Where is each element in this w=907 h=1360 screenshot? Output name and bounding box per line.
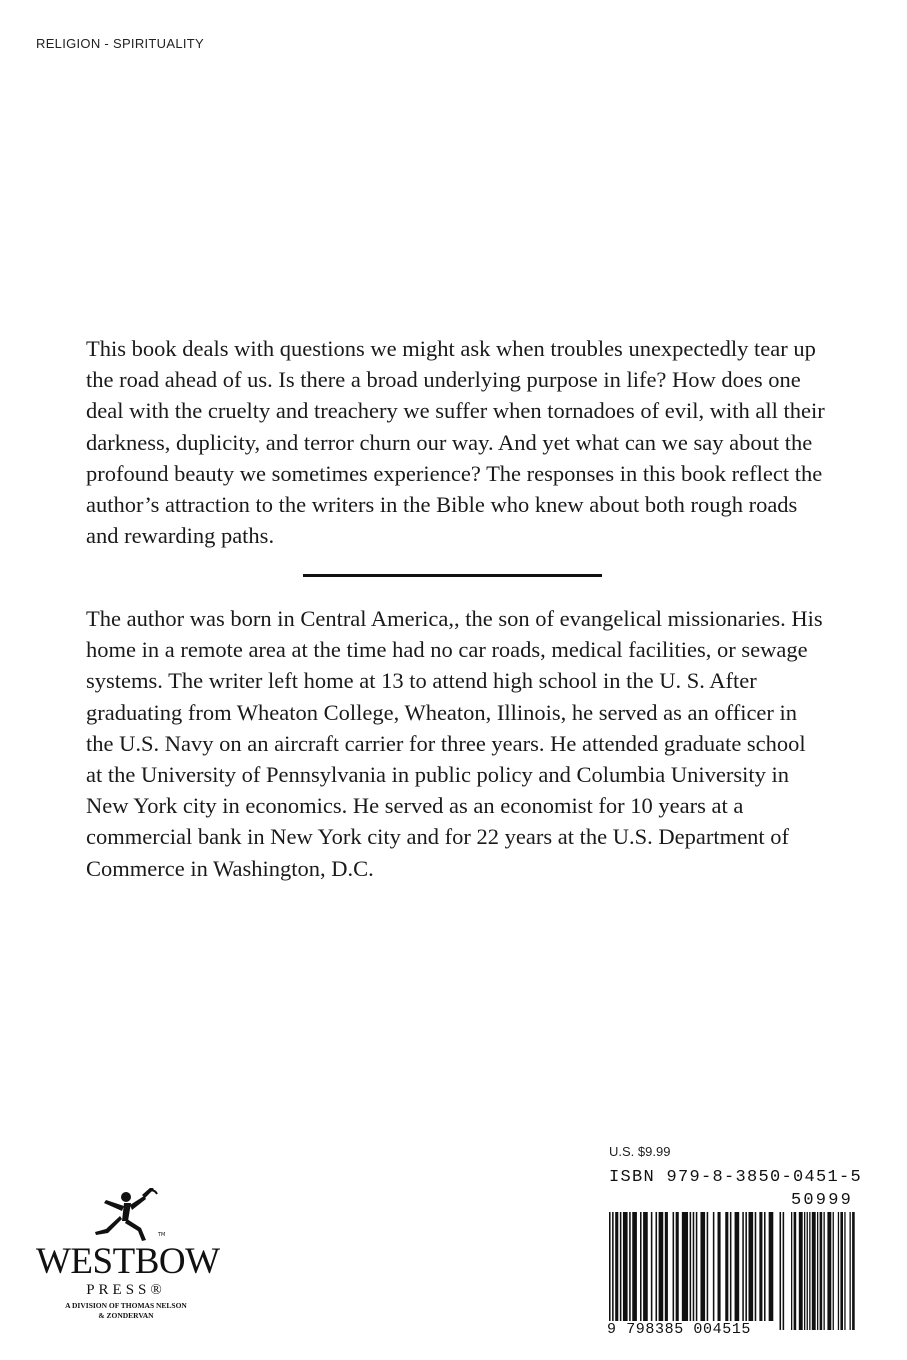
barcode-bar: [838, 1212, 839, 1330]
barcode-bar: [780, 1212, 782, 1330]
barcode-bar: [794, 1212, 797, 1330]
barcode-bar: [665, 1212, 668, 1330]
barcode-bar: [718, 1212, 721, 1330]
westbow-press-logo: [36, 1188, 220, 1328]
barcode-bar: [629, 1212, 631, 1330]
barcode-bar: [693, 1212, 695, 1330]
barcode-bar: [850, 1212, 851, 1330]
barcode-bar: [804, 1212, 805, 1330]
barcode-bar: [609, 1212, 611, 1330]
barcode-bar: [783, 1212, 785, 1330]
publisher-division-line2: & ZONDERVAN: [98, 1311, 154, 1320]
section-divider: [303, 574, 602, 577]
barcode-bar: [615, 1212, 618, 1330]
barcode-bar: [735, 1212, 740, 1330]
barcode-bar: [809, 1212, 810, 1330]
barcode-bar: [620, 1212, 622, 1330]
barcode-bar: [769, 1212, 774, 1330]
barcode-addon-bars: [791, 1212, 855, 1330]
barcode-bar: [700, 1212, 705, 1330]
barcode-bar: [676, 1212, 679, 1330]
publisher-press: PRESS®: [86, 1282, 166, 1298]
barcode-bar: [632, 1212, 637, 1330]
barcode-bar: [764, 1212, 766, 1330]
publisher-division-line1: A DIVISION OF THOMAS NELSON: [65, 1301, 187, 1310]
isbn-label: ISBN 979-8-3850-0451-5: [609, 1168, 863, 1187]
barcode-bar: [852, 1212, 855, 1330]
barcode-bar: [612, 1212, 614, 1330]
barcode-bar: [827, 1212, 831, 1330]
svg-text:TM: TM: [158, 1232, 166, 1238]
barcode-bar: [807, 1212, 808, 1330]
barcode-bar: [799, 1212, 803, 1330]
barcode-bar: [755, 1212, 757, 1330]
barcode-bar: [844, 1212, 845, 1330]
author-bio-paragraph: The author was born in Central America,, the son of evangelical missionaries. His home in a remote area at the time had no car roads, medical facilities, or sewage systems. The writer left home at 13 to attend high school in the U. S. After graduating from Wheaton College, Wheaton, Illinois, he served as an officer in the U.S. Navy on an aircraft carrier for three years. He attended graduate school at the University of Pennsylvania in public policy and Columbia University in New York city in economics. He served as an economist for 10 years at a commercial bank in New York city and for 22 years at the U.S. Department of Commerce in Washington, D.C.: [86, 606, 823, 881]
barcode-bar: [759, 1212, 762, 1330]
barcode-bar: [725, 1212, 728, 1330]
barcode-bar: [745, 1212, 747, 1330]
publisher-division: [36, 1301, 216, 1321]
barcode-bar: [643, 1212, 648, 1330]
price-code: 50999: [791, 1191, 854, 1210]
barcode-bar: [742, 1212, 744, 1330]
synopsis-paragraph: This book deals with questions we might ask when troubles unexpectedly tear up the road ahead of us. Is there a broad underlying purpose in life? How does one deal with the cruelty and treachery we suffer when tornadoes of evil, with all their darkness, duplicity, and terror churn our way. And yet what can we say about the profound beauty we sometimes experience? The responses in this book reflect the author’s attraction to the writers in the Bible who knew about both rough roads and rewarding paths.: [86, 336, 825, 549]
barcode-bar: [730, 1212, 732, 1330]
category-label: RELIGION - SPIRITUALITY: [36, 36, 204, 51]
barcode-bar: [707, 1212, 709, 1330]
barcode-bar: [791, 1212, 792, 1330]
barcode-main-bars: [609, 1212, 784, 1330]
price-label: U.S. $9.99: [609, 1144, 671, 1159]
barcode-bar: [640, 1212, 642, 1330]
publisher-name: WESTBOW: [36, 1241, 220, 1282]
barcode-bar: [812, 1212, 816, 1330]
barcode-bar: [840, 1212, 843, 1330]
barcode-bar: [659, 1212, 664, 1330]
barcode-bar: [696, 1212, 698, 1330]
barcode-bar: [690, 1212, 692, 1330]
barcode-bar: [713, 1212, 715, 1330]
barcode-bar: [820, 1212, 823, 1330]
barcode-bar: [656, 1212, 658, 1330]
barcode-digits: 9 798385 004515: [607, 1321, 777, 1338]
barcode-bar: [651, 1212, 653, 1330]
barcode-bar: [673, 1212, 675, 1330]
barcode-bar: [833, 1212, 834, 1330]
barcode-bar: [817, 1212, 818, 1330]
barcode-bar: [623, 1212, 628, 1330]
isbn-barcode: [607, 1212, 857, 1332]
barcode-bar: [682, 1212, 688, 1330]
runner-figure-icon: [84, 1188, 174, 1243]
barcode-bar: [824, 1212, 825, 1330]
barcode-bar: [749, 1212, 754, 1330]
